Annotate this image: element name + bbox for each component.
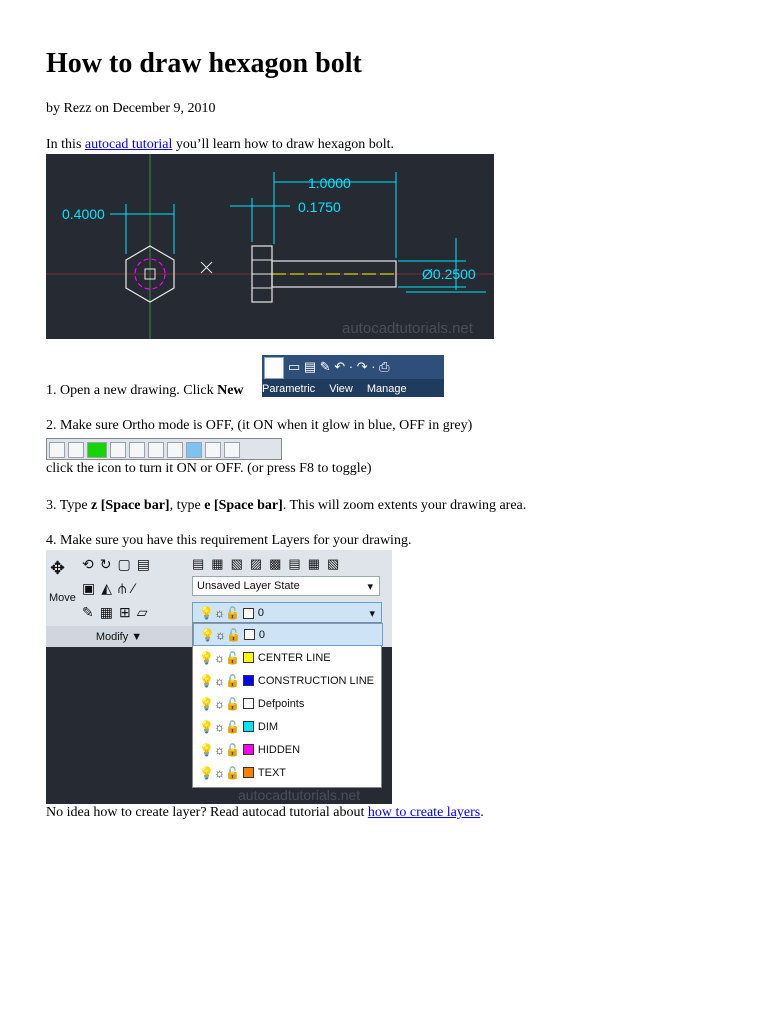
tab-parametric[interactable]: Parametric [262, 383, 316, 395]
layer-name: CENTER LINE [257, 651, 331, 664]
layer-list-item[interactable] [193, 761, 383, 784]
bulb-icon: 💡☼🔓 [199, 606, 240, 620]
move-icon[interactable]: ✥ [50, 558, 66, 578]
status-bar-toggles [46, 438, 282, 460]
chevron-down-icon: ▾ [369, 607, 375, 620]
layer-list-item[interactable] [193, 669, 383, 692]
step-2: 2. Make sure Ortho mode is OFF, (it ON when it glow in blue, OFF in grey) [46, 418, 473, 433]
layer-state-icons: 💡☼🔓 [199, 719, 240, 734]
byline: by Rezz on December 9, 2010 [46, 101, 216, 116]
footer-paragraph: No idea how to create layer? Read autocad tutorial about how to create layers. [46, 805, 484, 820]
dim-label-length: 1.0000 [308, 175, 351, 191]
modify-panel-title[interactable]: Modify ▼ [46, 626, 192, 647]
ribbon-tabs [262, 383, 444, 395]
layer-tools-row: ▤▦▧▨▩▤▦▧ [192, 556, 347, 571]
dim-label-diameter: Ø0.2500 [422, 266, 476, 282]
layer-state-icons: 💡☼🔓 [199, 650, 240, 665]
layer-color-swatch [243, 608, 254, 619]
toolbar-icons: ▭ ▤ ✎ ↶ · ↷ · ⎙ [288, 359, 390, 374]
layer-state-icons: 💡☼🔓 [199, 765, 240, 780]
layer-name: 0 [258, 628, 266, 641]
watermark: autocadtutorials.net [342, 320, 473, 337]
layer-name: Defpoints [257, 697, 305, 710]
otrack-toggle[interactable] [148, 442, 164, 458]
layer-list-item[interactable] [193, 623, 383, 646]
tab-view[interactable]: View [329, 383, 353, 395]
layer-name: DIM [257, 720, 279, 733]
create-layers-link[interactable]: how to create layers [367, 805, 481, 820]
new-file-icon[interactable] [264, 357, 284, 379]
layer-list-item[interactable] [193, 738, 383, 761]
layer-state-select[interactable]: Unsaved Layer State ▾ [192, 576, 380, 596]
layer-name: HIDDEN [257, 743, 301, 756]
page-title: How to draw hexagon bolt [46, 48, 362, 79]
layer-state-icons: 💡☼🔓 [199, 673, 240, 688]
dyn-toggle[interactable] [186, 442, 202, 458]
layer-color-swatch [243, 675, 254, 686]
tab-manage[interactable]: Manage [366, 383, 407, 395]
layer-color-swatch [243, 652, 254, 663]
polar-toggle[interactable] [110, 442, 126, 458]
dim-label-head: 0.1750 [298, 199, 341, 215]
lwt-toggle[interactable] [205, 442, 221, 458]
layer-state-icons: 💡☼🔓 [200, 627, 241, 642]
intro-paragraph: In this autocad tutorial you’ll learn how to draw hexagon bolt. [46, 137, 394, 152]
layer-color-swatch [243, 721, 254, 732]
step-1: 1. Open a new drawing. Click New [46, 383, 244, 398]
osnap-toggle[interactable] [129, 442, 145, 458]
layer-list-item[interactable] [193, 715, 383, 738]
watermark: autocadtutorials.net [238, 787, 361, 803]
dim-label-width: 0.4000 [62, 206, 105, 222]
qp-toggle[interactable] [224, 442, 240, 458]
step-2-note: click the icon to turn it ON or OFF. (or press F8 to toggle) [46, 461, 372, 476]
snap-toggle[interactable] [49, 442, 65, 458]
modify-tools-row3: ✎▦⊞▱ [82, 604, 154, 620]
layer-list [192, 622, 382, 788]
step-4: 4. Make sure you have this requirement Layers for your drawing. [46, 533, 412, 548]
move-label: Move [49, 592, 76, 604]
layer-name: CONSTRUCTION LINE [257, 674, 375, 687]
layer-name: TEXT [257, 766, 287, 779]
layer-list-item[interactable] [193, 692, 383, 715]
layer-list-item[interactable] [193, 646, 383, 669]
autocad-tutorial-link[interactable]: autocad tutorial [84, 137, 173, 152]
chevron-down-icon: ▾ [367, 580, 373, 593]
modify-tools-row2: ▣◭⫛⁄ [82, 580, 141, 596]
layer-color-swatch [244, 629, 255, 640]
bolt-drawing-svg [46, 154, 494, 339]
modify-tools-row1: ⟲↻▢▤ [82, 556, 156, 572]
layer-color-swatch [243, 698, 254, 709]
layer-state-icons: 💡☼🔓 [199, 696, 240, 711]
grid-toggle[interactable] [68, 442, 84, 458]
layers-panel-screenshot [46, 550, 392, 804]
step-3: 3. Type z [Space bar], type e [Space bar]. This will zoom extents your drawing area. [46, 498, 527, 513]
ducs-toggle[interactable] [167, 442, 183, 458]
layer-state-icons: 💡☼🔓 [199, 742, 240, 757]
ortho-toggle[interactable] [87, 442, 107, 458]
quick-access-toolbar [262, 355, 444, 397]
hexagon-bolt-drawing [46, 154, 494, 339]
layer-color-swatch [243, 744, 254, 755]
layer-color-swatch [243, 767, 254, 778]
layer-dropdown[interactable]: 💡☼🔓 0 ▾ [192, 602, 382, 624]
